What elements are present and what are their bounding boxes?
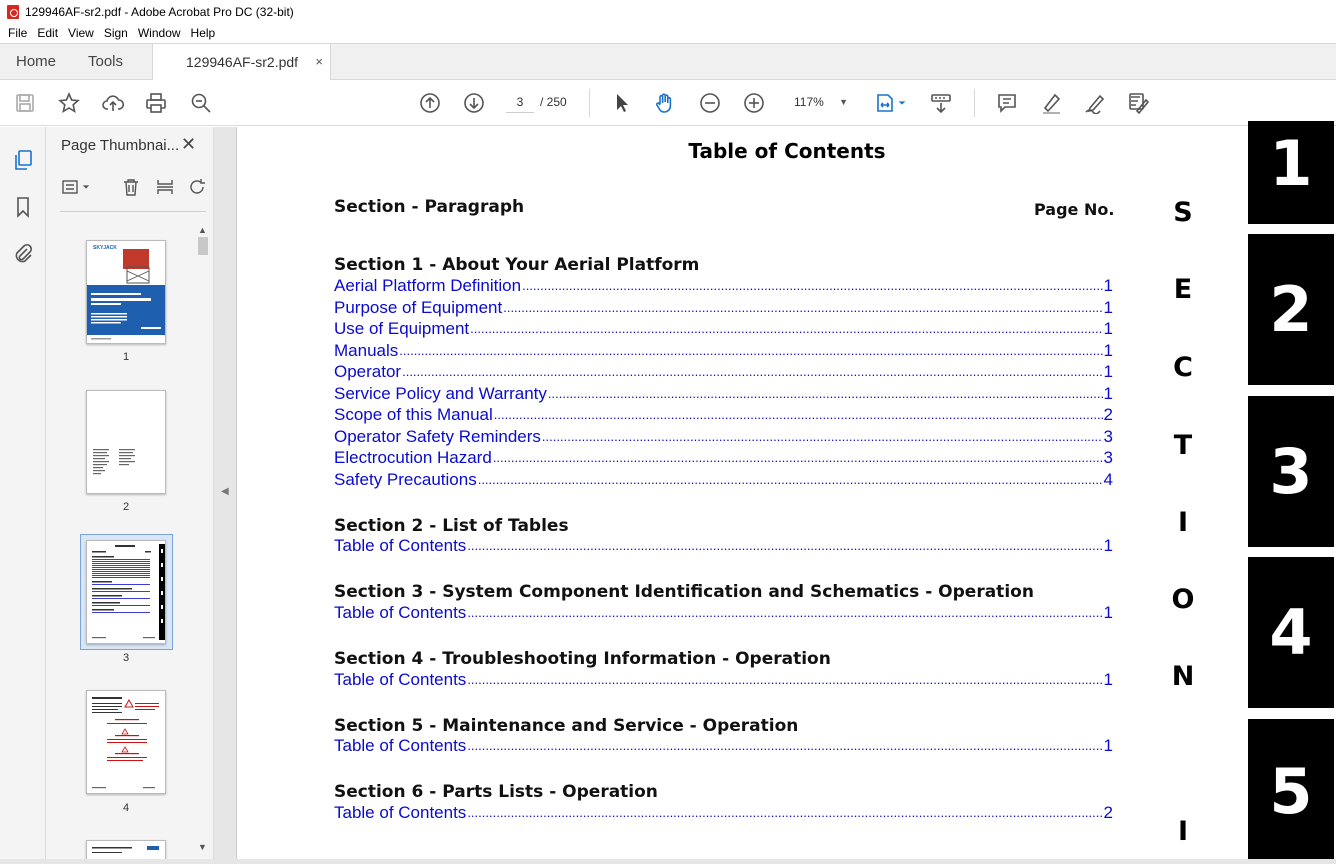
section-heading: Section 1 - About Your Aerial Platform [334,255,700,275]
section-heading: Section 3 - System Component Identification and Schematics - Operation [334,582,1034,602]
section-heading: Section 2 - List of Tables [334,516,569,536]
toc-link[interactable]: Scope of this Manual ..... 2 [334,404,1113,425]
toc-link[interactable]: Purpose of Equipment ..... 1 [334,297,1113,318]
section-letter: S [1173,197,1193,228]
thumbnail-page-4[interactable] [86,690,166,794]
title-bar [0,0,1336,23]
save-icon[interactable] [13,91,37,115]
tab-home[interactable]: Home [16,53,57,70]
toc-link[interactable]: Table of Contents ..... 1 [334,535,1113,556]
section-heading: Section 4 - Troubleshooting Information - Operation [334,649,831,669]
toc-link[interactable]: Manuals ..... 1 [334,340,1113,361]
insert-pages-icon[interactable] [154,176,176,198]
menu-help[interactable]: Help [190,26,216,40]
next-page-icon[interactable] [462,91,486,115]
pdf-page [236,127,1336,864]
zoom-level-select[interactable] [788,91,856,113]
thumbnail-page-3[interactable] [86,540,166,644]
page-number-input[interactable]: 3 [506,91,534,113]
section-tab-4[interactable]: 4 [1248,557,1334,708]
menu-sign[interactable]: Sign [103,26,128,40]
section-letter: O [1171,584,1195,615]
section-letter: I [1177,507,1189,538]
tab-document-label: 129946AF-sr2.pdf [186,54,299,70]
section-letter: C [1173,352,1193,383]
panel-toolbar [60,176,206,212]
menu-window[interactable]: Window [137,26,181,40]
section-tab-1[interactable]: 1 [1248,121,1334,224]
find-search-icon[interactable] [189,91,213,115]
main-toolbar [0,80,1336,126]
section-letter: E [1173,274,1193,305]
toc-link[interactable]: Table of Contents ..... 1 [334,669,1113,690]
zoom-out-icon[interactable] [698,91,722,115]
bookmarks-icon[interactable] [11,195,35,219]
star-bookmark-icon[interactable] [57,91,81,115]
menu-bar [0,23,1336,43]
previous-page-icon[interactable] [418,91,442,115]
toc-link[interactable]: Table of Contents ..... 2 [334,802,1113,823]
toc-link[interactable]: Safety Precautions ..... 4 [334,469,1113,490]
section-tab-3[interactable]: 3 [1248,396,1334,547]
tab-document[interactable] [152,44,331,81]
toc-link[interactable]: Use of Equipment ..... 1 [334,318,1113,339]
sign-pen-icon[interactable] [1083,91,1107,115]
print-icon[interactable] [144,91,168,115]
zoom-in-icon[interactable] [742,91,766,115]
acrobat-pdf-icon [7,5,19,19]
header-page-no: Page No. [1034,200,1115,219]
toc-link[interactable]: Operator Safety Reminders ..... 3 [334,426,1113,447]
toc-link[interactable]: Table of Contents ..... 1 [334,735,1113,756]
delete-trash-icon[interactable] [120,176,142,198]
toolbar-separator [974,89,975,117]
panel-close-button[interactable]: ✕ [181,134,197,154]
toc-link[interactable]: Service Policy and Warranty ..... 1 [334,383,1113,404]
thumbnail-scrollbar[interactable] [196,225,210,855]
toc-link[interactable]: Operator ..... 1 [334,361,1113,382]
window-title: 129946AF-sr2.pdf - Adobe Acrobat Pro DC (32-bit) [25,4,294,19]
menu-edit[interactable]: Edit [37,26,59,40]
highlight-pen-icon[interactable] [1039,91,1063,115]
section-letter: I [1177,816,1189,847]
section-heading: Section 5 - Maintenance and Service - Operation [334,716,799,736]
attachments-paperclip-icon[interactable] [11,241,35,265]
rotate-page-icon[interactable] [187,176,209,198]
section-tabs [1248,127,1336,864]
panel-title: Page Thumbnai... [61,137,180,154]
thumbnail-label: 3 [122,652,130,664]
scroll-up-arrow-icon[interactable]: ▲ [198,225,207,235]
menu-file[interactable]: File [8,26,28,40]
thumbnail-options-icon[interactable] [60,176,82,198]
thumbnail-label: 2 [122,501,130,513]
page-total-label: / 250 [540,95,567,109]
thumbnail-page-1[interactable] [86,240,166,344]
fill-sign-icon[interactable] [1127,91,1151,115]
thumbnail-label: 4 [122,802,130,814]
scrollbar-thumb[interactable] [198,237,208,255]
select-cursor-icon[interactable] [610,91,634,115]
toc-link[interactable]: Aerial Platform Definition ..... 1 [334,275,1113,296]
section-tab-2[interactable]: 2 [1248,234,1334,385]
cloud-upload-icon[interactable] [101,91,125,115]
hand-pan-icon[interactable] [653,91,677,115]
svg-text:SKYJACK: SKYJACK [93,245,117,251]
thumbnail-page-2[interactable] [86,390,166,494]
section-vertical-label [1171,127,1195,864]
section-letter: N [1171,661,1195,692]
tab-close-button[interactable]: × [315,54,323,69]
zoom-level-value: 117% [794,95,824,109]
fit-page-icon[interactable] [873,91,897,115]
page-thumbnails-panel [46,127,214,864]
toc-link[interactable]: Table of Contents ..... 1 [334,602,1113,623]
section-letter: T [1173,430,1193,461]
chevron-down-icon[interactable] [81,176,91,198]
page-thumbnails-icon[interactable] [11,148,35,172]
header-section-paragraph: Section - Paragraph [334,197,525,217]
section-heading: Section 6 - Parts Lists - Operation [334,782,658,802]
toc-title: Table of Contents [688,139,886,163]
collapse-panel-icon[interactable]: ◀ [221,486,229,497]
toolbar-separator [589,89,590,117]
bottom-strip [0,859,1336,864]
scroll-mode-icon[interactable] [929,91,953,115]
fit-page-dropdown-caret[interactable] [896,91,908,115]
toc-link[interactable]: Electrocution Hazard ..... 3 [334,447,1113,468]
navigation-rail [0,127,46,864]
thumbnail-label: 1 [122,351,130,363]
menu-view[interactable]: View [68,26,94,40]
section-tab-5[interactable]: 5 [1248,719,1334,864]
chevron-down-icon: ▼ [839,97,848,107]
comment-icon[interactable] [995,91,1019,115]
tab-tools[interactable]: Tools [88,53,124,70]
scroll-down-arrow-icon[interactable]: ▼ [198,842,207,852]
tab-bar [0,43,1336,80]
